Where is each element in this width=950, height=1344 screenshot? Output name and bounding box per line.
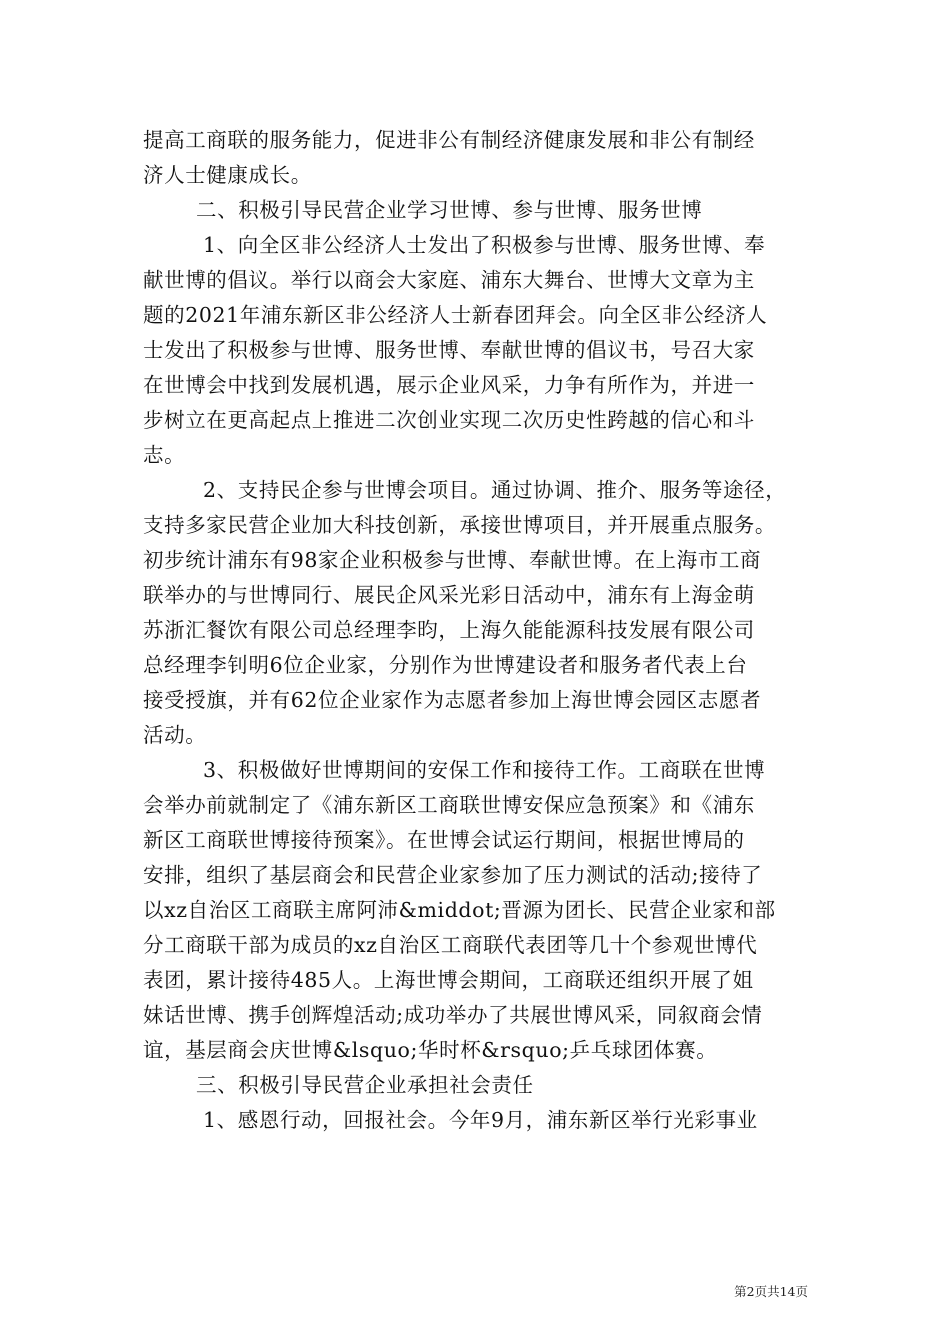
text-line: 苏浙汇餐饮有限公司总经理李昀，上海久能能源科技发展有限公司: [143, 618, 755, 642]
text-line: 士发出了积极参与世博、服务世博、奉献世博的倡议书，号召大家: [143, 338, 755, 362]
text-line: 志。: [143, 443, 186, 467]
text-line: 接受授旗，并有62位企业家作为志愿者参加上海世博会园区志愿者: [143, 688, 762, 712]
text-line: 新区工商联世博接待预案》。在世博会试运行期间，根据世博局的: [143, 828, 745, 852]
text-line: 表团，累计接待485人。上海世博会期间，工商联还组织开展了姐: [143, 968, 754, 992]
text-line: 1、感恩行动，回报社会。今年9月，浦东新区举行光彩事业: [203, 1108, 758, 1132]
text-line: 支持多家民营企业加大科技创新，承接世博项目，并开展重点服务。: [143, 513, 776, 537]
text-line: 提高工商联的服务能力，促进非公有制经济健康发展和非公有制经: [143, 128, 755, 152]
text-line: 总经理李钊明6位企业家，分别作为世博建设者和服务者代表上台: [143, 653, 748, 677]
text-line: 步树立在更高起点上推进二次创业实现二次历史性跨越的信心和斗: [143, 408, 755, 432]
text-line: 3、积极做好世博期间的安保工作和接待工作。工商联在世博: [203, 758, 766, 782]
page-number-footer: 第2页共14页: [734, 1284, 808, 1299]
text-line: 分工商联干部为成员的xz自治区工商联代表团等几十个参观世博代: [143, 933, 758, 957]
text-line: 2、支持民企参与世博会项目。通过协调、推介、服务等途径，: [203, 478, 787, 502]
text-line: 以xz自治区工商联主席阿沛&middot;晋源为团长、民营企业家和部: [143, 898, 776, 922]
text-line: 联举办的与世博同行、展民企风采光彩日活动中，浦东有上海金萌: [143, 583, 755, 607]
text-line: 献世博的倡议。举行以商会大家庭、浦东大舞台、世博大文章为主: [143, 268, 755, 292]
text-line: 会举办前就制定了《浦东新区工商联世博安保应急预案》和《浦东: [143, 793, 755, 817]
document-body: [143, 123, 813, 1138]
text-line: 在世博会中找到发展机遇，展示企业风采，力争有所作为，并进一: [143, 373, 755, 397]
text-line: 初步统计浦东有98家企业积极参与世博、奉献世博。在上海市工商: [143, 548, 762, 572]
text-line: 济人士健康成长。: [143, 163, 312, 187]
text-line: 谊，基层商会庆世博&lsquo;华时杯&rsquo;乒乓球团体赛。: [143, 1038, 718, 1062]
text-line: 活动。: [143, 723, 207, 747]
text-line: 妹话世博、携手创辉煌活动;成功举办了共展世博风采，同叙商会情: [143, 1003, 763, 1027]
text-line: 题的2021年浦东新区非公经济人士新春团拜会。向全区非公经济人: [143, 303, 768, 327]
text-line: 三、积极引导民营企业承担社会责任: [196, 1073, 534, 1097]
text-line: 安排，组织了基层商会和民营企业家参加了压力测试的活动;接待了: [143, 863, 763, 887]
text-line: 1、向全区非公经济人士发出了积极参与世博、服务世博、奉: [203, 233, 766, 257]
text-line: 二、积极引导民营企业学习世博、参与世博、服务世博: [196, 198, 703, 222]
